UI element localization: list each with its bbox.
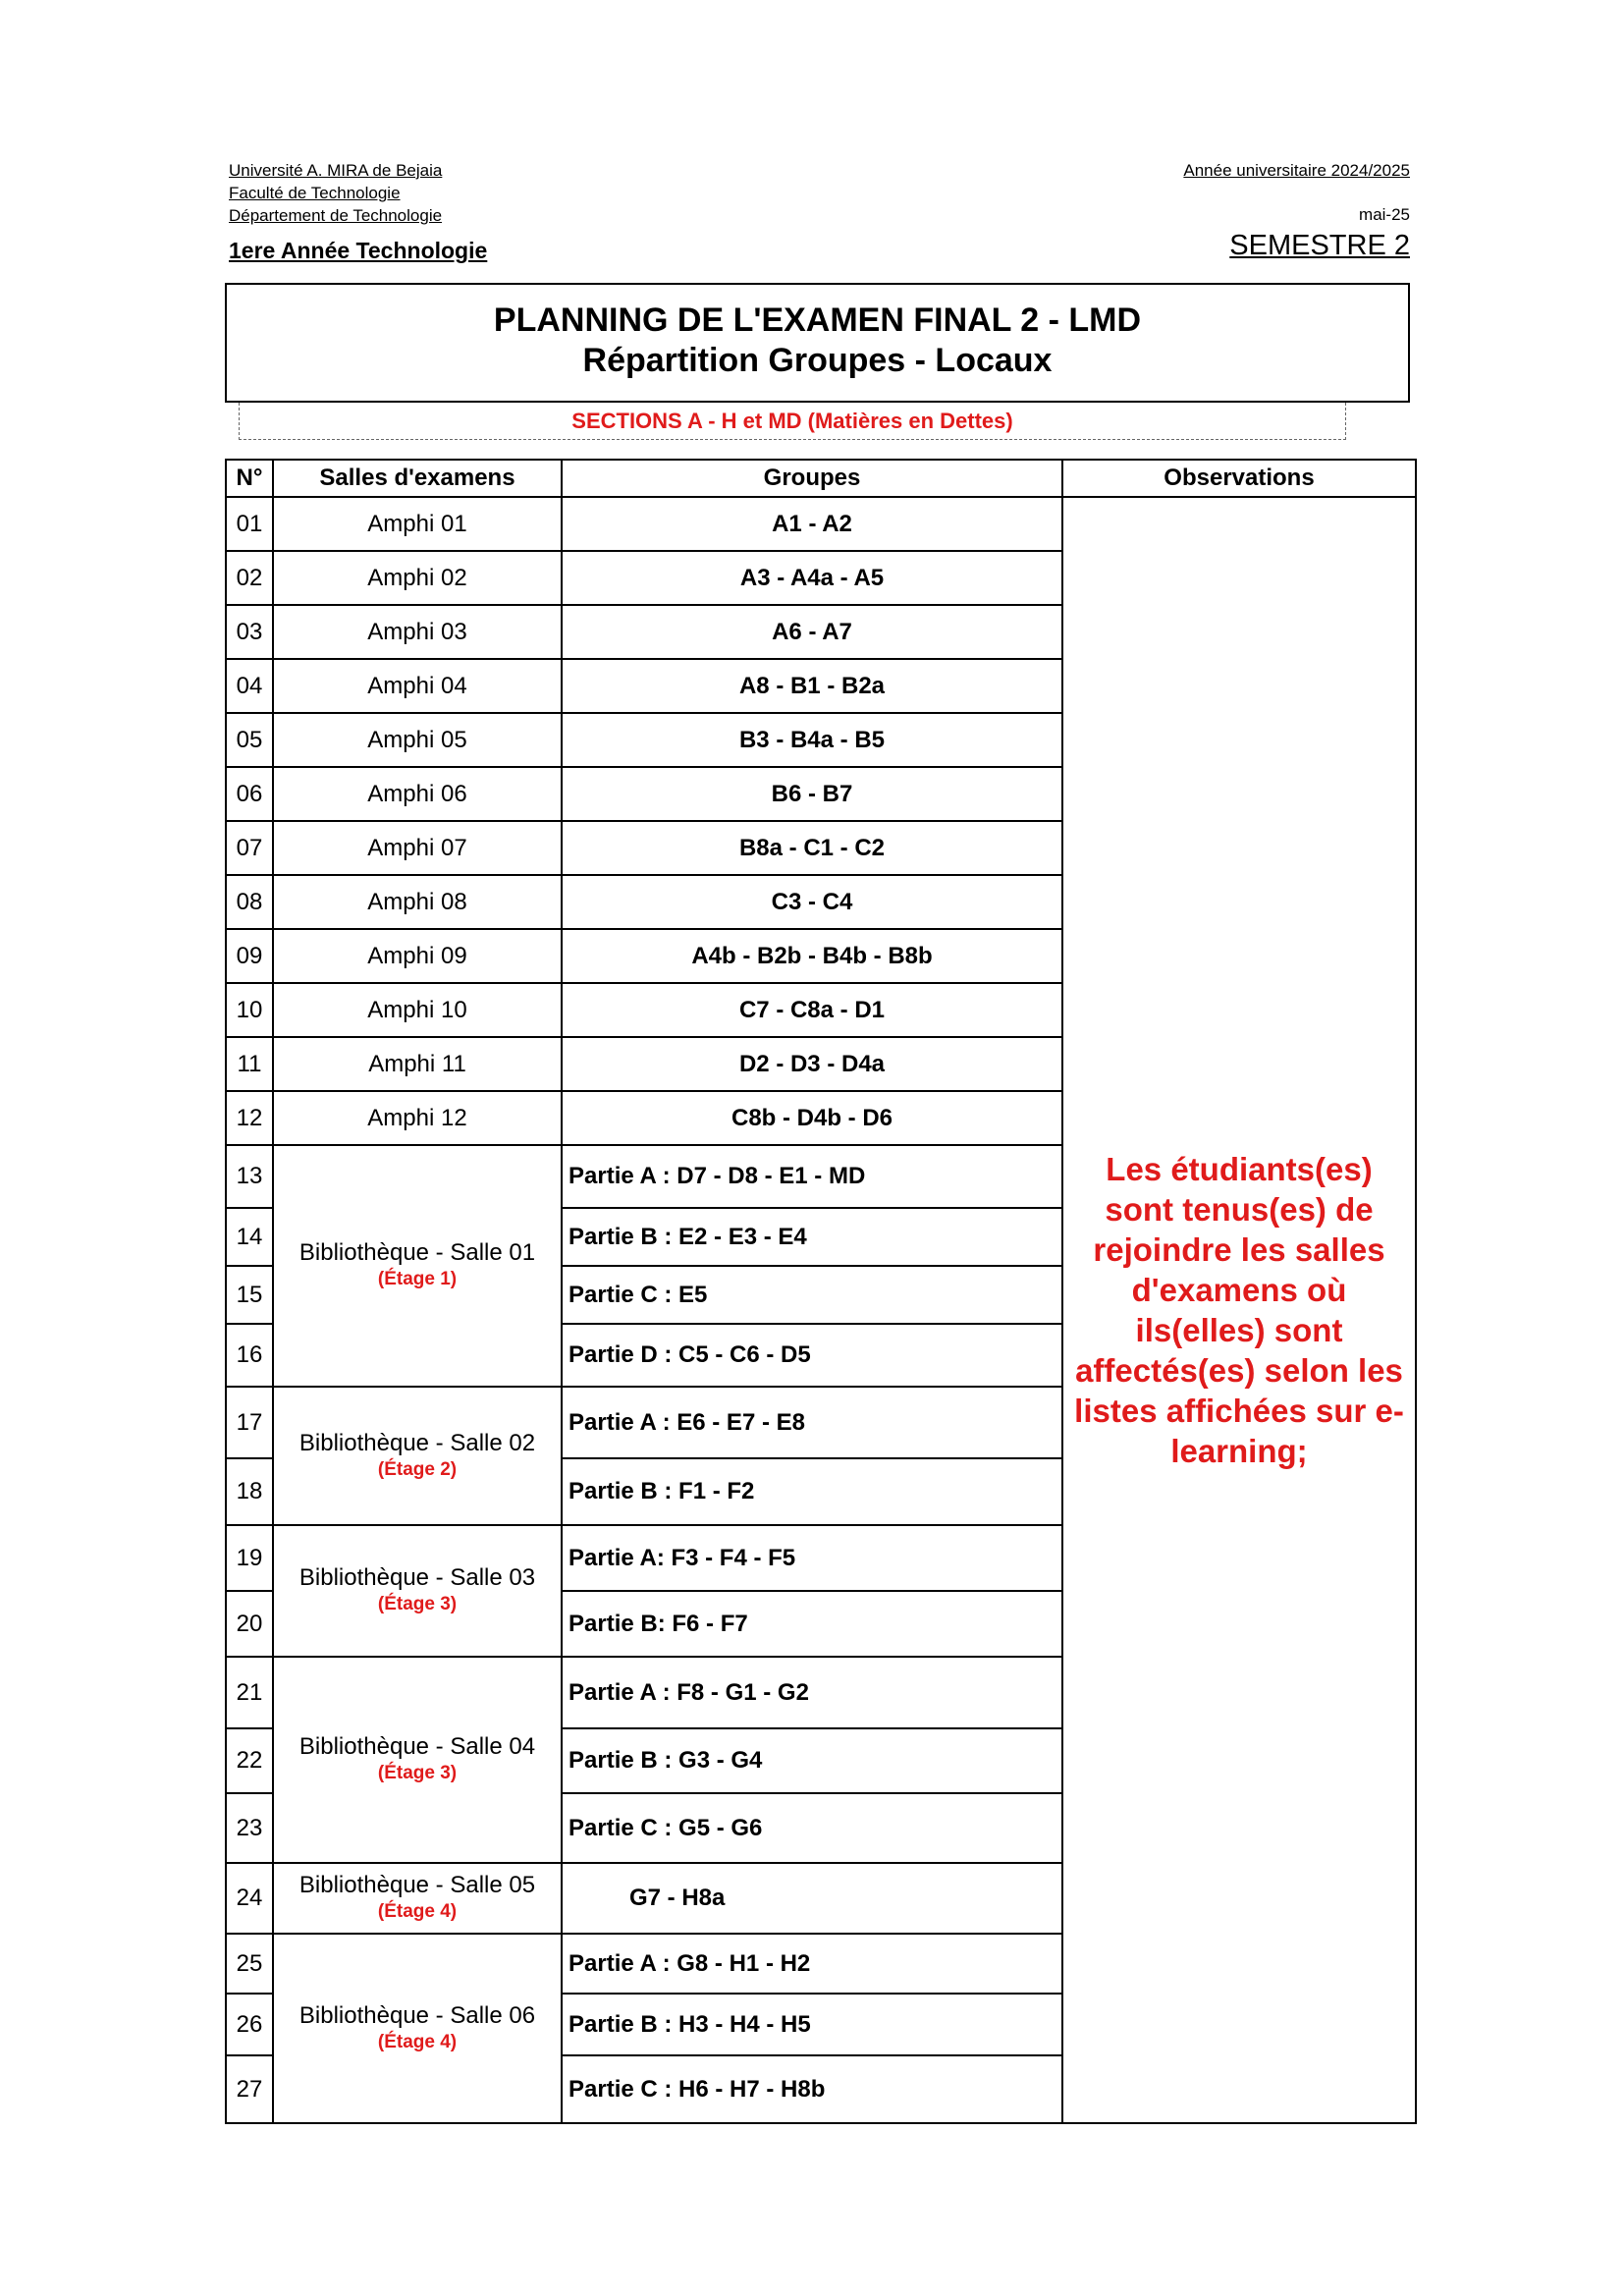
library-room-name: Bibliothèque - Salle 04 (298, 1733, 536, 1760)
groups-cell: A8 - B1 - B2a (562, 659, 1062, 713)
library-floor: (Étage 2) (377, 1458, 458, 1480)
table-row (226, 497, 1416, 551)
library-room-cell (273, 1863, 562, 1934)
table-header-row (226, 460, 1416, 497)
header-groups: Groupes (562, 460, 1062, 497)
row-num: 21 (226, 1657, 273, 1728)
groups-cell: C8b - D4b - D6 (562, 1091, 1062, 1145)
row-num: 15 (226, 1266, 273, 1324)
library-floor: (Étage 3) (377, 1763, 458, 1783)
row-num: 01 (226, 497, 273, 551)
row-num: 25 (226, 1934, 273, 1994)
groups-cell: Partie B: F6 - F7 (562, 1591, 1062, 1657)
academic-year: Année universitaire 2024/2025 (1183, 161, 1410, 180)
groups-cell: Partie C : G5 - G6 (562, 1793, 1062, 1863)
row-num: 17 (226, 1387, 273, 1458)
groups-cell: Partie A: F3 - F4 - F5 (562, 1525, 1062, 1591)
groups-cell: G7 - H8a (562, 1863, 1062, 1934)
header-room: Salles d'examens (273, 460, 562, 497)
faculty-name: Faculté de Technologie (229, 184, 401, 202)
room-cell: Amphi 02 (273, 551, 562, 605)
exam-room-table (225, 459, 1417, 2124)
library-room-cell (273, 1387, 562, 1525)
groups-cell: A6 - A7 (562, 605, 1062, 659)
page-subtitle: Répartition Groupes - Locaux (582, 342, 1053, 379)
semester-label: SEMESTRE 2 (1229, 230, 1410, 261)
groups-cell: Partie A : G8 - H1 - H2 (562, 1934, 1062, 1994)
groups-cell: B6 - B7 (562, 767, 1062, 821)
row-num: 23 (226, 1793, 273, 1863)
room-cell: Amphi 12 (273, 1091, 562, 1145)
room-cell: Amphi 10 (273, 983, 562, 1037)
department-name: Département de Technologie (229, 206, 443, 225)
row-num: 07 (226, 821, 273, 875)
library-room-name: Bibliothèque - Salle 02 (298, 1429, 536, 1456)
row-num: 04 (226, 659, 273, 713)
row-num: 20 (226, 1591, 273, 1657)
row-num: 14 (226, 1208, 273, 1266)
library-room-name: Bibliothèque - Salle 01 (298, 1239, 536, 1266)
groups-cell: A4b - B2b - B4b - B8b (562, 929, 1062, 983)
header-observations: Observations (1062, 460, 1416, 497)
row-num: 22 (226, 1728, 273, 1793)
row-num: 08 (226, 875, 273, 929)
room-cell: Amphi 06 (273, 767, 562, 821)
groups-cell: C7 - C8a - D1 (562, 983, 1062, 1037)
library-room-cell (273, 1145, 562, 1387)
groups-cell: A1 - A2 (562, 497, 1062, 551)
groups-cell: Partie D : C5 - C6 - D5 (562, 1324, 1062, 1387)
library-room-cell (273, 1934, 562, 2123)
observations-cell (1062, 497, 1416, 2123)
institution-header (229, 159, 442, 227)
observation-note: Les étudiants(es) sont tenus(es) de rejoindre les salles d'examens où ils(elles) sont affectés(es) selon les listes affichées sur e-learning; (1074, 1151, 1404, 1469)
row-num: 05 (226, 713, 273, 767)
groups-cell: B8a - C1 - C2 (562, 821, 1062, 875)
title-box (225, 283, 1410, 403)
header-num: N° (226, 460, 273, 497)
row-num: 24 (226, 1863, 273, 1934)
row-num: 12 (226, 1091, 273, 1145)
page-title: PLANNING DE L'EXAMEN FINAL 2 - LMD (493, 301, 1142, 339)
groups-cell: Partie A : D7 - D8 - E1 - MD (562, 1145, 1062, 1208)
library-floor: (Étage 4) (377, 2031, 458, 2052)
row-num: 18 (226, 1458, 273, 1525)
document-date: mai-25 (1359, 205, 1410, 224)
groups-cell: Partie B : E2 - E3 - E4 (562, 1208, 1062, 1266)
row-num: 09 (226, 929, 273, 983)
room-cell: Amphi 01 (273, 497, 562, 551)
room-cell: Amphi 08 (273, 875, 562, 929)
row-num: 10 (226, 983, 273, 1037)
room-cell: Amphi 04 (273, 659, 562, 713)
room-cell: Amphi 09 (273, 929, 562, 983)
room-cell: Amphi 07 (273, 821, 562, 875)
library-floor: (Étage 3) (377, 1594, 458, 1614)
library-floor: (Étage 4) (377, 1901, 458, 1922)
groups-cell: Partie C : H6 - H7 - H8b (562, 2055, 1062, 2123)
row-num: 02 (226, 551, 273, 605)
groups-cell: B3 - B4a - B5 (562, 713, 1062, 767)
library-room-name: Bibliothèque - Salle 05 (298, 1872, 536, 1898)
room-cell: Amphi 11 (273, 1037, 562, 1091)
groups-cell: A3 - A4a - A5 (562, 551, 1062, 605)
year-level: 1ere Année Technologie (229, 238, 488, 263)
row-num: 06 (226, 767, 273, 821)
university-name: Université A. MIRA de Bejaia (229, 161, 443, 180)
row-num: 19 (226, 1525, 273, 1591)
sections-label: SECTIONS A - H et MD (Matières en Dettes) (239, 403, 1346, 440)
groups-cell: Partie B : F1 - F2 (562, 1458, 1062, 1525)
row-num: 27 (226, 2055, 273, 2123)
groups-cell: Partie B : H3 - H4 - H5 (562, 1994, 1062, 2055)
room-cell: Amphi 05 (273, 713, 562, 767)
groups-cell: Partie A : E6 - E7 - E8 (562, 1387, 1062, 1458)
groups-cell: Partie B : G3 - G4 (562, 1728, 1062, 1793)
library-floor: (Étage 1) (377, 1269, 458, 1289)
groups-cell: C3 - C4 (562, 875, 1062, 929)
row-num: 03 (226, 605, 273, 659)
groups-cell: Partie A : F8 - G1 - G2 (562, 1657, 1062, 1728)
row-num: 26 (226, 1994, 273, 2055)
row-num: 16 (226, 1324, 273, 1387)
groups-cell: D2 - D3 - D4a (562, 1037, 1062, 1091)
library-room-name: Bibliothèque - Salle 06 (298, 2001, 536, 2029)
row-num: 11 (226, 1037, 273, 1091)
row-num: 13 (226, 1145, 273, 1208)
room-cell: Amphi 03 (273, 605, 562, 659)
library-room-cell (273, 1657, 562, 1863)
library-room-cell (273, 1525, 562, 1657)
library-room-name: Bibliothèque - Salle 03 (298, 1564, 536, 1591)
groups-cell: Partie C : E5 (562, 1266, 1062, 1324)
